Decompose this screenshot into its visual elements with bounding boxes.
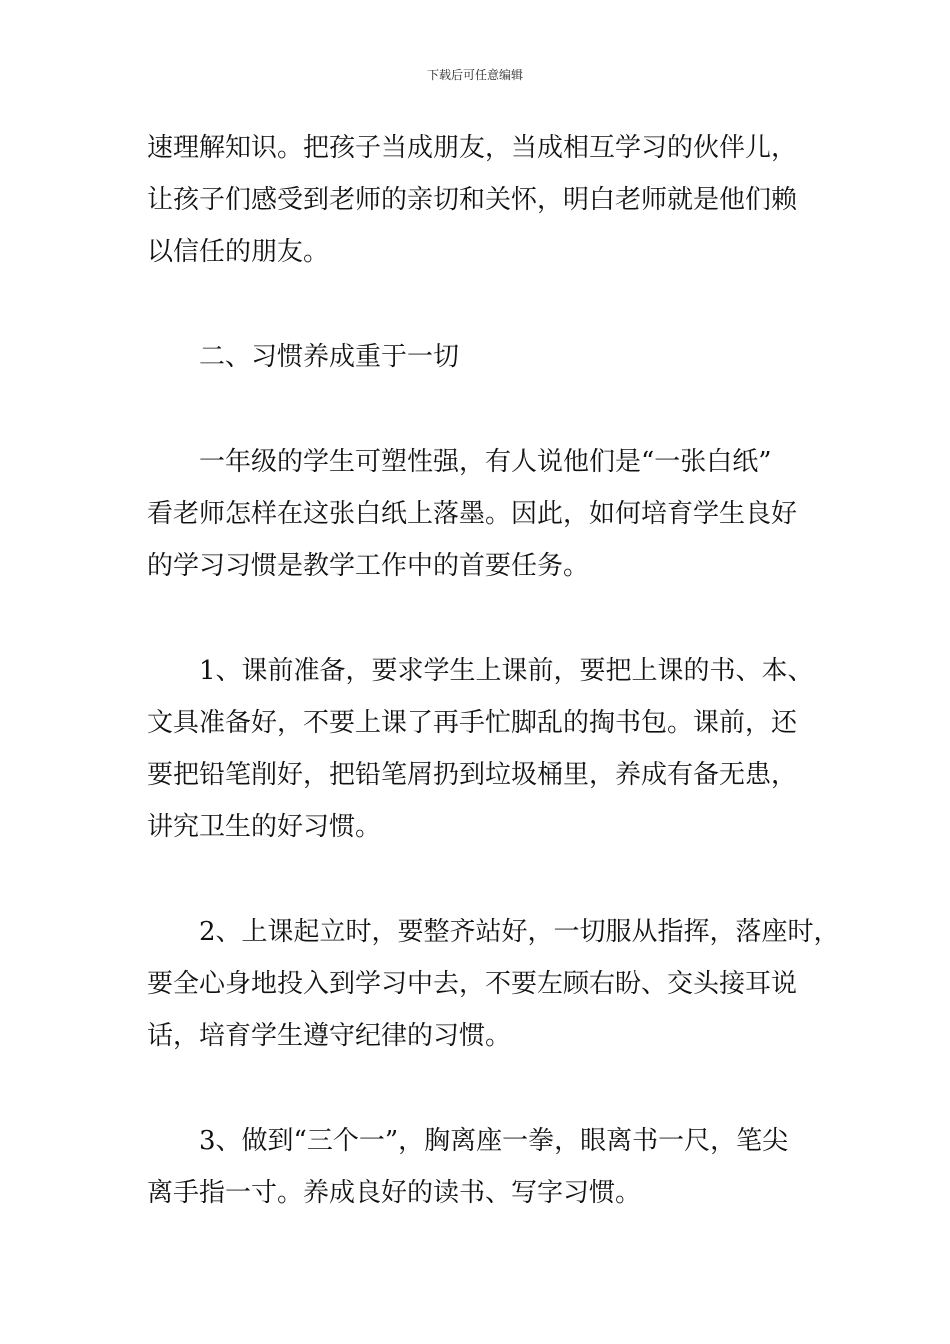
section-heading-habits — [147, 331, 817, 383]
paragraph-line: 看老师怎样在这张白纸上落墨。因此，如何培育学生良好 — [147, 499, 798, 529]
document-body — [147, 122, 840, 1272]
paragraph-line: 让孩子们感受到老师的亲切和关怀，明白老师就是他们赖 — [147, 185, 798, 215]
paragraph-blank-paper — [147, 436, 817, 592]
paragraph-line: 要全心身地投入到学习中去，不要左顾右盼、交头接耳说 — [147, 969, 798, 999]
paragraph-line: 的学习习惯是教学工作中的首要任务。 — [147, 551, 590, 581]
paragraph-line: 1、课前准备，要求学生上课前，要把上课的书、本、 — [199, 656, 814, 686]
page-header-note: 下载后可任意编辑 — [426, 68, 523, 82]
paragraph-teacher-friend — [147, 122, 817, 278]
paragraph-item-1 — [147, 645, 817, 853]
paragraph-line: 以信任的朋友。 — [147, 237, 330, 267]
paragraph-line: 一年级的学生可塑性强，有人说他们是“一张白纸” — [199, 447, 772, 477]
paragraph-line: 3、做到“三个一”，胸离座一拳，眼离书一尺，笔尖 — [199, 1126, 789, 1156]
paragraph-item-2 — [147, 906, 840, 1062]
section-heading-line: 二、习惯养成重于一切 — [199, 342, 460, 372]
paragraph-line: 离手指一寸。养成良好的读书、写字习惯。 — [147, 1178, 642, 1208]
paragraph-line: 文具准备好，不要上课了再手忙脚乱的掏书包。课前，还 — [147, 708, 798, 738]
paragraph-line: 速理解知识。把孩子当成朋友，当成相互学习的伙伴儿， — [147, 133, 798, 163]
paragraph-item-3 — [147, 1115, 817, 1219]
paragraph-line: 讲究卫生的好习惯。 — [147, 812, 382, 842]
paragraph-line: 2、上课起立时，要整齐站好，一切服从指挥，落座时， — [199, 917, 840, 947]
paragraph-line: 要把铅笔削好，把铅笔屑扔到垃圾桶里，养成有备无患， — [147, 760, 798, 790]
paragraph-line: 话，培育学生遵守纪律的习惯。 — [147, 1021, 512, 1051]
